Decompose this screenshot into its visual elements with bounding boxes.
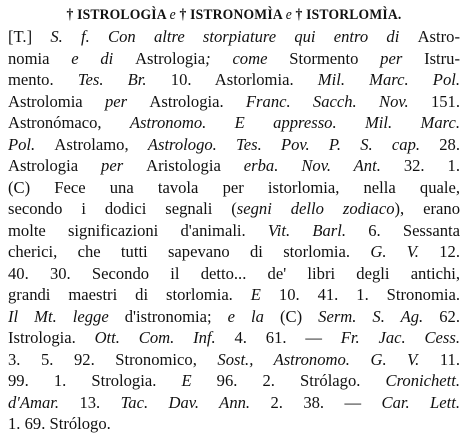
text-run: 13. bbox=[79, 392, 121, 412]
text-line bbox=[8, 91, 460, 113]
text-run: 11. bbox=[439, 349, 460, 369]
headword-term: † ISTORLOMÌA. bbox=[291, 7, 402, 23]
italic-text-run: G. V. bbox=[370, 242, 440, 261]
text-run: 2. 38. — bbox=[270, 392, 382, 412]
italic-text-run: per bbox=[104, 91, 150, 111]
italic-text-run: Astronomo. E appresso. Mil. Marc. bbox=[129, 113, 460, 132]
italic-text-run: Car. Lett. bbox=[381, 392, 461, 412]
text-run: Astrolomia bbox=[8, 91, 105, 111]
text-run: Istrologia. bbox=[8, 328, 95, 347]
text-run: Aristologia bbox=[146, 156, 244, 175]
text-line bbox=[8, 263, 460, 285]
text-line bbox=[8, 349, 460, 371]
text-line bbox=[8, 155, 460, 177]
text-line bbox=[8, 284, 460, 306]
text-line bbox=[8, 241, 460, 263]
italic-text-run: per bbox=[101, 156, 147, 175]
text-run: Astrologia bbox=[8, 156, 102, 175]
text-run: Istru- bbox=[424, 48, 461, 68]
text-run: cherici, che tutti sapevano di storlomia. bbox=[8, 242, 371, 261]
italic-text-run: Vit. Barl. bbox=[267, 220, 369, 240]
entry-headword bbox=[22, 4, 447, 26]
headword-conjunction: e bbox=[169, 7, 176, 23]
text-run: 99. 1. Strologia. bbox=[8, 371, 182, 390]
italic-text-run: per bbox=[380, 48, 425, 68]
text-run: secondo i dodici segnali ( bbox=[8, 199, 237, 218]
text-run: molte significazioni d'animali. bbox=[8, 220, 268, 240]
text-run: nomia bbox=[8, 48, 72, 68]
text-run: d'istronomia; bbox=[124, 306, 228, 326]
italic-text-run: Astrologo. Tes. Pov. P. S. cap. bbox=[147, 134, 440, 154]
text-run: (C) Fece una tavola per istorlomia, nella quale, bbox=[8, 177, 460, 197]
text-run: grandi maestri di storlomia. bbox=[8, 285, 251, 304]
entry-body bbox=[8, 26, 460, 435]
italic-text-run: Franc. Sacch. Nov. bbox=[245, 91, 431, 111]
text-line bbox=[8, 306, 460, 328]
text-run: 6. Sessanta bbox=[368, 220, 460, 240]
italic-text-run: Fr. Jac. Cess. bbox=[340, 328, 460, 347]
text-run: 151. bbox=[430, 91, 460, 111]
italic-text-run: d'Amar. bbox=[8, 392, 80, 412]
text-run: 96. 2. Strólago. bbox=[216, 371, 386, 390]
italic-text-run: e di bbox=[71, 48, 136, 68]
italic-text-run: S. f. Con altre storpiature qui entro di bbox=[50, 27, 418, 46]
italic-text-run: Serm. S. Ag. bbox=[318, 306, 440, 326]
text-line bbox=[8, 112, 460, 134]
text-run: Stormento bbox=[289, 48, 381, 68]
text-line bbox=[8, 370, 460, 392]
text-run: 12. bbox=[439, 242, 460, 261]
text-line bbox=[8, 134, 460, 156]
text-run: 32. 1. bbox=[403, 156, 460, 175]
italic-text-run: Ott. Com. Inf. bbox=[94, 328, 235, 347]
text-line bbox=[8, 198, 460, 220]
text-line bbox=[8, 413, 460, 435]
italic-text-run: Tes. Br. bbox=[77, 70, 171, 89]
text-line bbox=[8, 69, 460, 91]
dictionary-entry bbox=[8, 4, 460, 435]
text-run: 10. 41. 1. Stronomia. bbox=[278, 285, 460, 304]
headword-term: † ISTRONOMÌA bbox=[175, 7, 286, 23]
italic-text-run: erba. Nov. Ant. bbox=[243, 156, 404, 175]
italic-text-run: ; come bbox=[205, 48, 290, 68]
text-run: Astrologia bbox=[135, 48, 206, 68]
headword-conjunction: e bbox=[285, 7, 292, 23]
text-line bbox=[8, 327, 460, 349]
text-run: 28. bbox=[439, 134, 460, 154]
text-run: 4. 61. — bbox=[234, 328, 341, 347]
text-run: Astrologia. bbox=[149, 91, 246, 111]
italic-text-run: E bbox=[250, 285, 279, 304]
italic-text-run: e la bbox=[227, 306, 280, 326]
italic-text-run: Cronichett. bbox=[385, 371, 461, 390]
text-run: ), erano bbox=[394, 199, 460, 218]
headword-term: † ISTROLOGÌA bbox=[66, 7, 170, 23]
text-run: 10. Astorlomia. bbox=[170, 70, 318, 89]
italic-text-run: Mil. Marc. Pol. bbox=[317, 70, 461, 89]
text-run: Astrolamo, bbox=[54, 134, 148, 154]
italic-text-run: Il Mt. legge bbox=[8, 306, 125, 326]
text-run: 62. bbox=[439, 306, 460, 326]
text-run: Astro- bbox=[417, 27, 460, 46]
text-run: 40. 30. Secondo il detto... de' libri degli antichi, bbox=[8, 263, 460, 283]
text-line bbox=[8, 177, 460, 199]
text-run: mento. bbox=[8, 70, 78, 89]
italic-text-run: Pol. bbox=[8, 134, 55, 154]
text-run: [T.] bbox=[8, 27, 51, 46]
text-line bbox=[8, 48, 460, 70]
text-run: 1. 69. Strólogo. bbox=[8, 414, 111, 433]
italic-text-run: Tac. Dav. Ann. bbox=[120, 392, 271, 412]
italic-text-run: Sost., Astronomo. G. V. bbox=[217, 349, 440, 369]
text-run: 3. 5. 92. Stronomico, bbox=[8, 349, 218, 369]
text-line bbox=[8, 26, 460, 48]
text-run: (C) bbox=[280, 306, 319, 326]
text-line bbox=[8, 392, 460, 414]
text-run: Astronómaco, bbox=[8, 113, 130, 132]
italic-text-run: segni dello zodiaco bbox=[236, 199, 395, 218]
italic-text-run: E bbox=[181, 371, 217, 390]
text-line bbox=[8, 220, 460, 242]
